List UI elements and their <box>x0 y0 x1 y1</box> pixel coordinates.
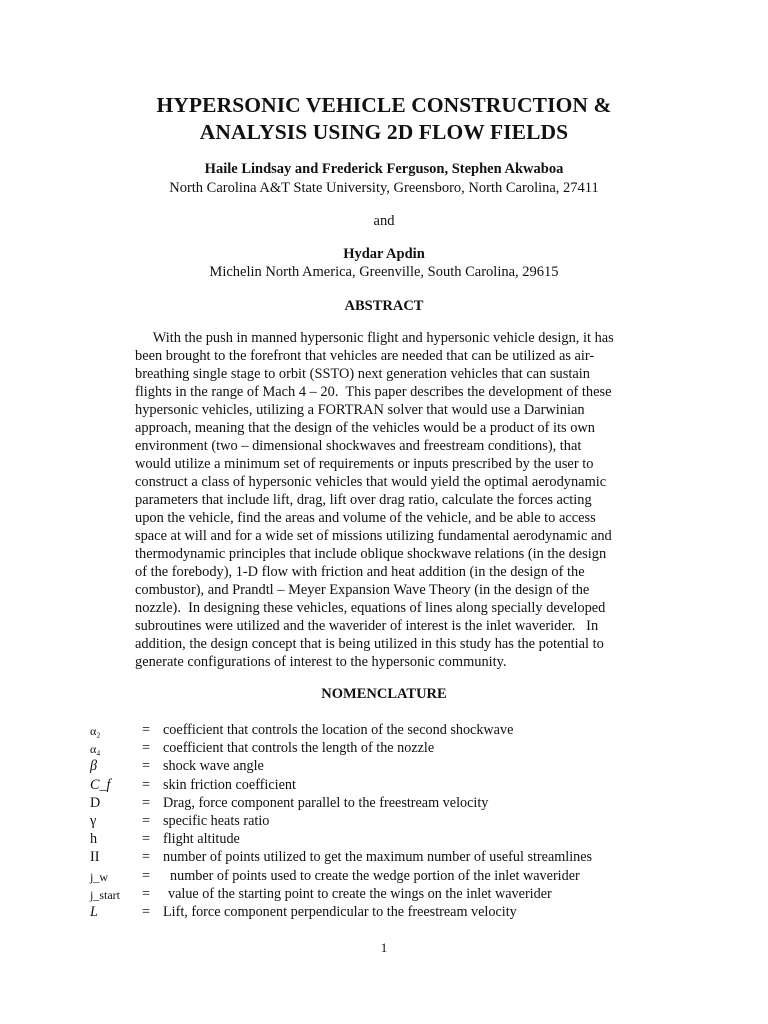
nomenclature-row <box>90 830 650 848</box>
abstract-line: upon the vehicle, find the areas and volume of the vehicle, and be able to access <box>135 510 596 526</box>
nomenclature-symbol: α₂ <box>90 724 101 738</box>
nomenclature-definition: Lift, force component perpendicular to the freestream velocity <box>163 903 517 920</box>
nomenclature-equals: = <box>142 722 151 738</box>
nomenclature-symbol: II <box>90 849 100 866</box>
nomenclature-definition: shock wave angle <box>163 758 264 775</box>
nomenclature-definition: skin friction coefficient <box>163 776 296 793</box>
nomenclature-equals: = <box>142 758 151 775</box>
abstract-line: approach, meaning that the design of the vehicles would be a product of its own <box>135 420 595 436</box>
paper-title <box>90 92 678 146</box>
abstract-line: flights in the range of Mach 4 – 20. This paper describes the development of these <box>135 384 612 400</box>
abstract-line: combustor), and Prandtl – Meyer Expansion Wave Theory (in the design of the <box>135 582 590 598</box>
nomenclature-row <box>90 794 650 812</box>
nomenclature-heading: NOMENCLATURE <box>321 686 447 702</box>
nomenclature-definition: number of points used to create the wedge portion of the inlet waverider <box>170 867 580 884</box>
authors-primary: Haile Lindsay and Frederick Ferguson, Stephen Akwaboa <box>204 161 564 177</box>
nomenclature-row <box>90 812 650 830</box>
nomenclature-definition: flight altitude <box>163 831 240 848</box>
page-number: 1 <box>380 940 388 955</box>
abstract-line: breathing single stage to orbit (SSTO) next generation vehicles that can sustain <box>135 366 590 382</box>
title-line-1: HYPERSONIC VEHICLE CONSTRUCTION & <box>156 93 612 117</box>
nomenclature-symbol: D <box>90 794 101 811</box>
nomenclature-row <box>90 903 650 921</box>
abstract-line: space at will and for a wide set of missions utilizing fundamental aerodynamic and <box>135 528 612 544</box>
nomenclature-symbol: γ <box>90 812 97 829</box>
nomenclature-symbol: j_start <box>90 887 120 902</box>
nomenclature-symbol: h <box>90 831 98 848</box>
title-line-2: ANALYSIS USING 2D FLOW FIELDS <box>199 120 569 144</box>
abstract-line: generate configurations of interest to the hypersonic community. <box>135 654 507 670</box>
nomenclature-equals: = <box>142 831 151 848</box>
nomenclature-row <box>90 867 650 885</box>
nomenclature-list <box>90 721 650 921</box>
nomenclature-row <box>90 739 650 757</box>
nomenclature-equals: = <box>142 776 151 793</box>
nomenclature-symbol: β <box>90 758 98 775</box>
nomenclature-symbol: j_w <box>90 869 108 884</box>
nomenclature-definition: Drag, force component parallel to the freestream velocity <box>163 794 489 811</box>
nomenclature-equals: = <box>142 812 151 829</box>
abstract-line: parameters that include lift, drag, lift over drag ratio, calculate the forces acting <box>135 492 592 508</box>
and-separator: and <box>373 213 395 229</box>
nomenclature-equals: = <box>142 903 151 920</box>
nomenclature-equals: = <box>142 849 151 866</box>
nomenclature-definition: coefficient that controls the location of the second shockwave <box>163 722 514 738</box>
nomenclature-equals: = <box>142 867 151 884</box>
abstract-line: construct a class of hypersonic vehicles that would yield the optimal aerodynamic <box>135 474 607 490</box>
abstract-line: subroutines were utilized and the waverider of interest is the inlet waverider. In <box>135 618 599 634</box>
nomenclature-row <box>90 757 650 775</box>
abstract-line: With the push in manned hypersonic flight and hypersonic vehicle design, it has <box>135 330 614 346</box>
nomenclature-symbol: L <box>90 903 98 920</box>
nomenclature-symbol: α₄ <box>90 742 101 757</box>
affiliation-primary: North Carolina A&T State University, Greensboro, North Carolina, 27411 <box>169 180 599 196</box>
abstract-line: hypersonic vehicles, utilizing a FORTRAN solver that would use a Darwinian <box>135 402 585 418</box>
nomenclature-equals: = <box>142 885 151 902</box>
abstract-line: environment (two – dimensional shockwaves and freestream conditions), that <box>135 438 582 454</box>
nomenclature-row <box>90 776 650 794</box>
nomenclature-definition: value of the starting point to create the wings on the inlet waverider <box>168 885 552 902</box>
abstract-line: been brought to the forefront that vehicles are needed that can be utilized as air- <box>135 348 595 364</box>
nomenclature-row <box>90 885 650 903</box>
nomenclature-row <box>90 848 650 866</box>
abstract-heading: ABSTRACT <box>344 298 424 314</box>
nomenclature-symbol: C_f <box>90 776 111 793</box>
abstract-line: addition, the design concept that is being utilized in this study has the potential to <box>135 636 604 652</box>
abstract-body <box>135 329 635 671</box>
abstract-line: thermodynamic principles that include oblique shockwave relations (in the design <box>135 546 607 562</box>
nomenclature-equals: = <box>142 794 151 811</box>
abstract-line: nozzle). In designing these vehicles, equations of lines along specially developed <box>135 600 606 616</box>
nomenclature-definition: number of points utilized to get the maximum number of useful streamlines <box>163 849 593 866</box>
nomenclature-definition: specific heats ratio <box>163 812 270 829</box>
authors-secondary: Hydar Apdin <box>343 246 425 262</box>
nomenclature-row <box>90 721 650 739</box>
nomenclature-definition: coefficient that controls the length of the nozzle <box>163 740 435 757</box>
abstract-line: of the forebody), 1-D flow with friction and heat addition (in the design of the <box>135 564 585 580</box>
abstract-line: would utilize a minimum set of requirements or inputs prescribed by the user to <box>135 456 594 472</box>
nomenclature-equals: = <box>142 740 151 757</box>
affiliation-secondary: Michelin North America, Greenville, South Carolina, 29615 <box>209 264 559 280</box>
